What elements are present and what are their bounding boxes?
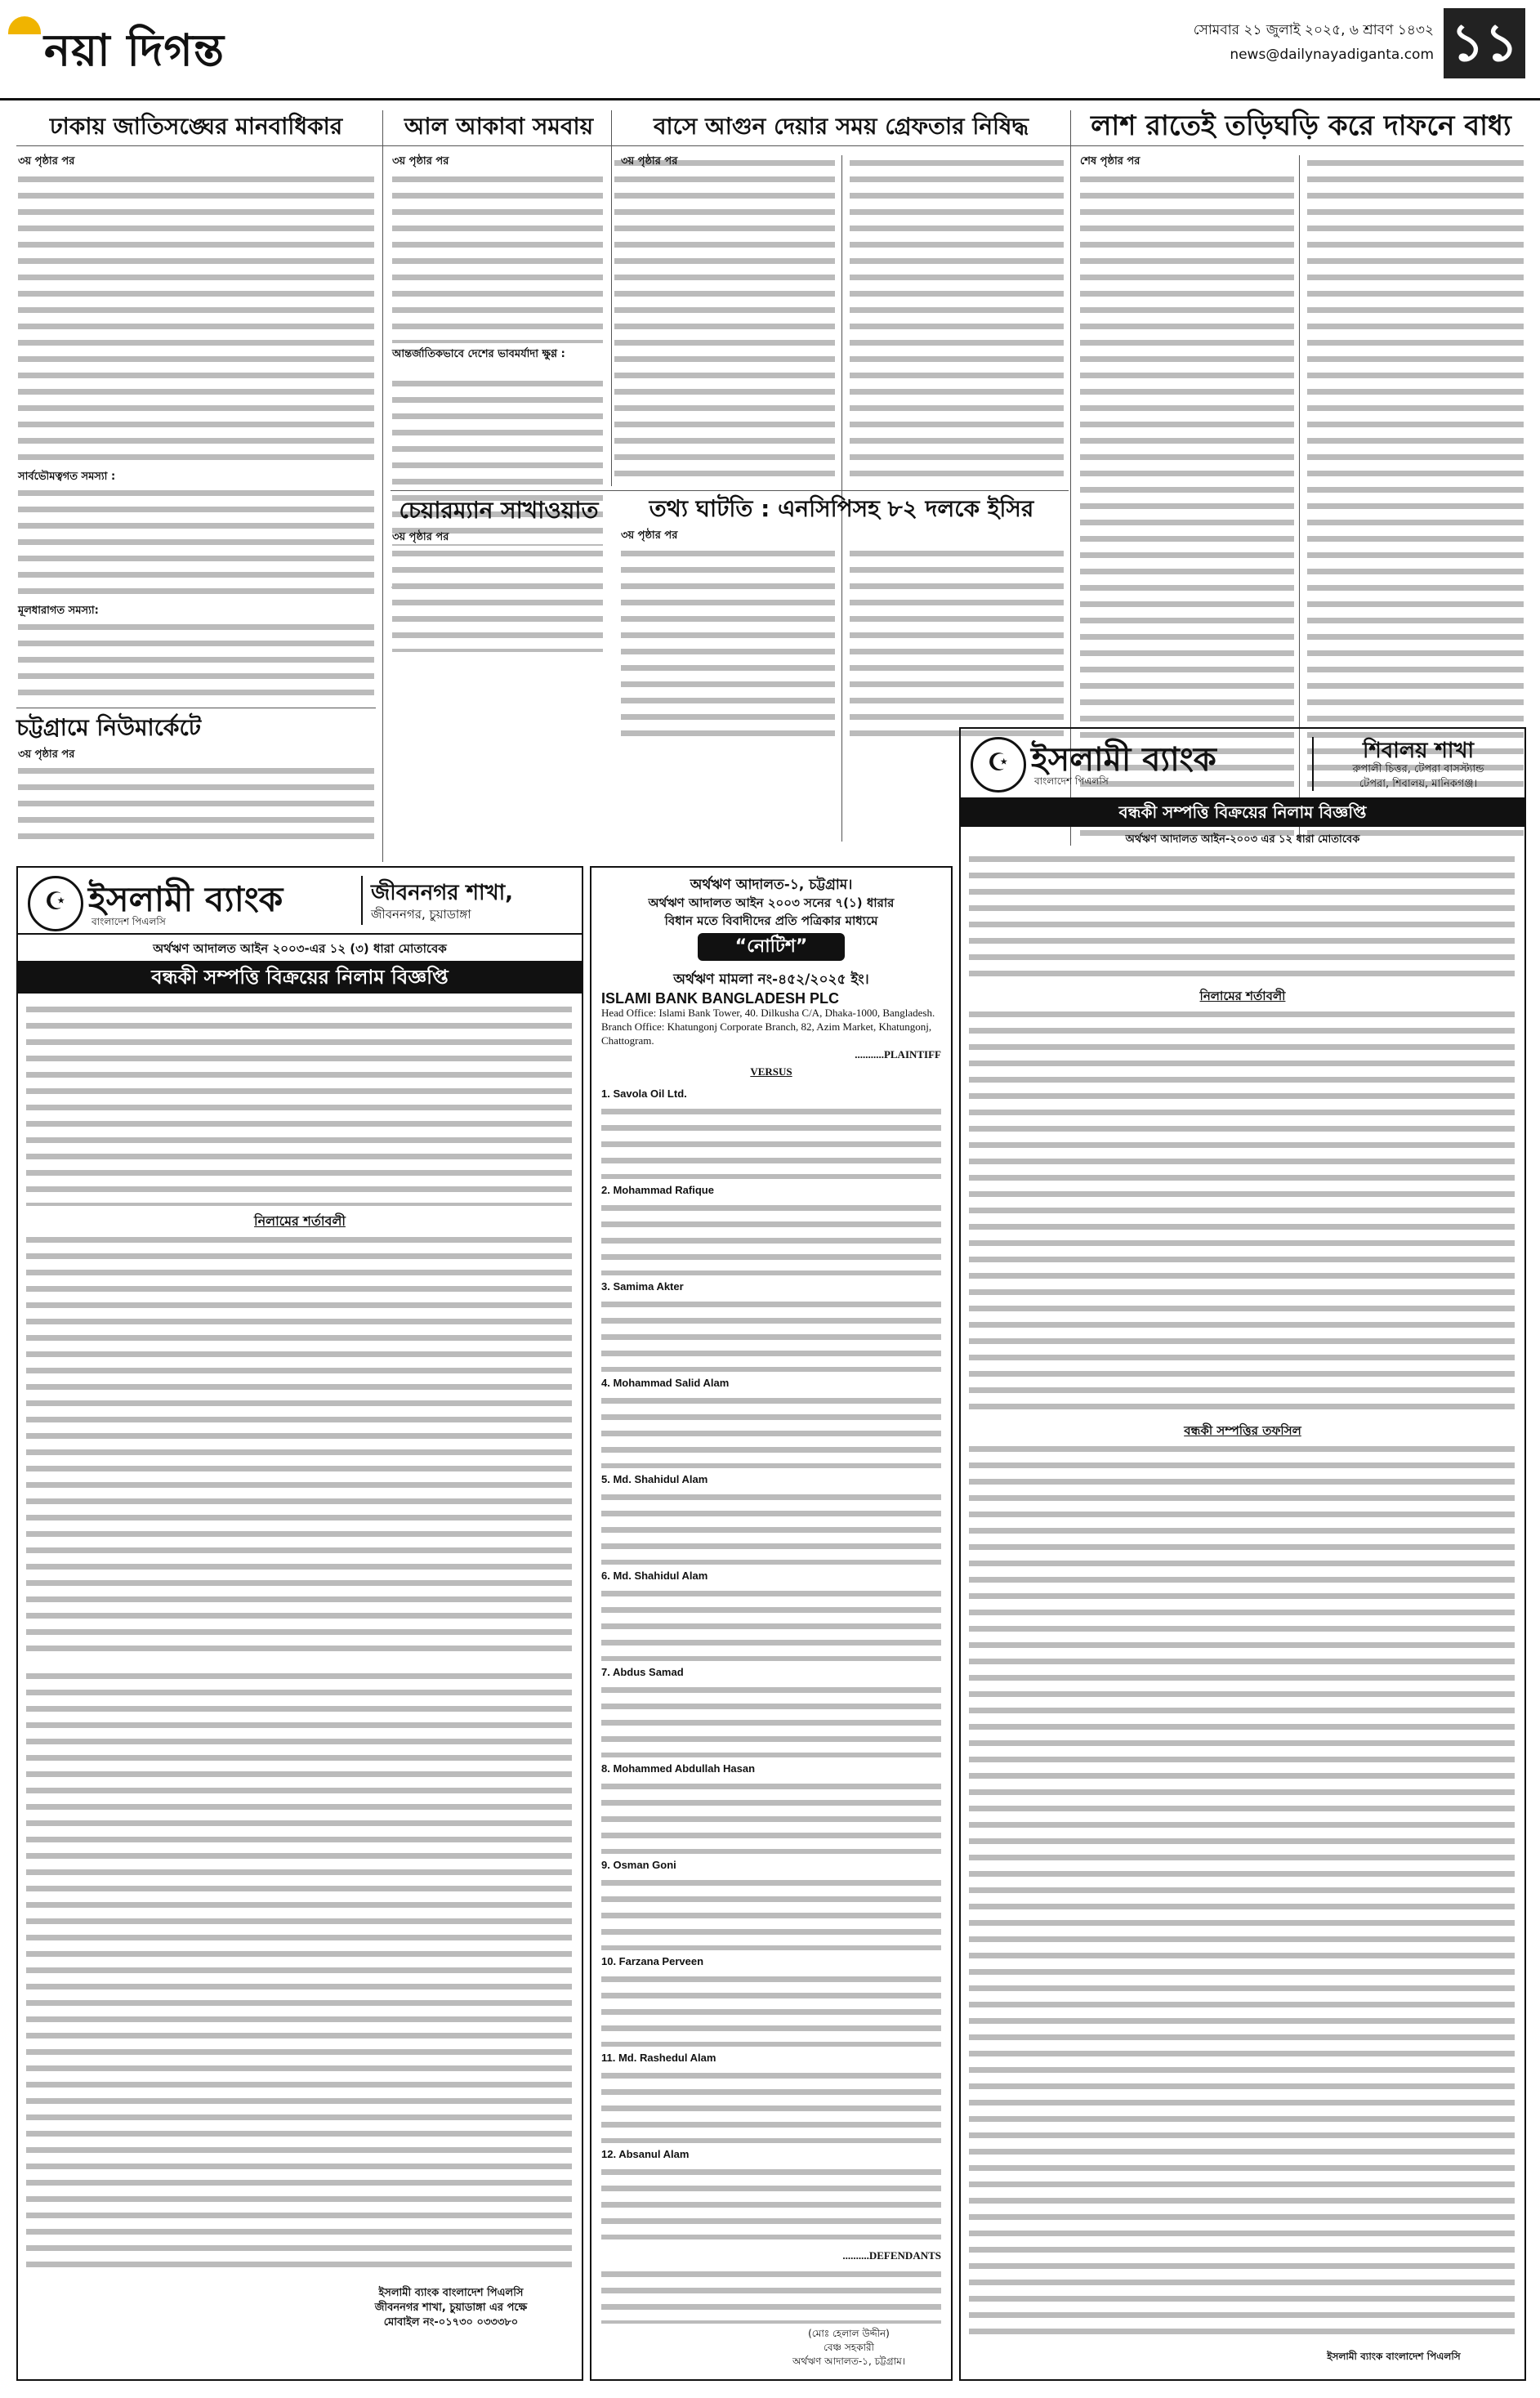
subhead: সার্বভৌমত্বগত সমস্যা :: [18, 471, 116, 483]
column-rule: [382, 110, 383, 862]
headline-al-akaba: আল আকাবা সমবায়: [404, 113, 594, 140]
notice-label: “নোটিশ”: [698, 933, 845, 961]
jump-label: ৩য় পৃষ্ঠার পর: [18, 748, 75, 761]
notice-banner: বন্ধকী সম্পত্তি বিক্রয়ের নিলাম বিজ্ঞপ্তি: [18, 961, 582, 994]
schedule-title: বন্ধকী সম্পত্তির তফসিল: [1184, 1423, 1301, 1438]
defendant-details: [601, 1489, 941, 1565]
contact-email: news@dailynayadiganta.com: [1230, 47, 1434, 63]
bank-emblem-icon: ☪: [971, 737, 1026, 793]
article-body-info: [850, 546, 1064, 742]
defendant-item: 7. Abdus Samad: [601, 1665, 941, 1762]
divider: [16, 145, 1524, 146]
defendant-details: [601, 1875, 941, 1950]
article-body-dhaka-un: [18, 485, 374, 600]
article-body-ctg: [18, 763, 374, 845]
defendant-details: [601, 2068, 941, 2143]
defendant-item: 12. Absanul Alam: [601, 2147, 941, 2244]
signer-court: অর্থঋণ আদালত-১, চট্টগ্রাম।: [792, 2356, 906, 2367]
head-office: Head Office: Islami Bank Tower, 40. Dilkusha C/A, Dhaka-1000, Bangladesh.: [601, 1007, 935, 1019]
jump-label: ৩য় পৃষ্ঠার পর: [392, 155, 449, 167]
terms-title: নিলামের শর্তাবলী: [1199, 989, 1286, 1003]
masthead: [0, 0, 1540, 100]
defendant-details: [601, 1297, 941, 1372]
terms-list: [969, 1007, 1515, 1415]
bank-emblem-icon: ☪: [28, 876, 83, 931]
branch-address: জীবননগর, চুয়াডাঙ্গা: [371, 907, 471, 922]
signer-title: বেঞ্চ সহকারী: [824, 2342, 874, 2353]
article-body-info: [621, 546, 835, 742]
jump-label: ৩য় পৃষ্ঠার পর: [621, 529, 678, 542]
signature-block: [755, 2327, 943, 2369]
footer-bank: ইসলামী ব্যাংক বাংলাদেশ পিএলসি: [1327, 2351, 1461, 2362]
signer-name: (মোঃ হেলাল উদ্দীন): [808, 2328, 890, 2339]
article-body-al-akaba: [392, 172, 603, 343]
parties-block: [601, 992, 941, 1082]
article-body-chairman: [392, 546, 603, 652]
branch-name: শিবালয় শাখা: [1362, 739, 1475, 763]
jump-label: ৩য় পৃষ্ঠার পর: [392, 531, 449, 543]
defendant-details: [601, 1104, 941, 1179]
jump-label: ৩য় পৃষ্ঠার পর: [18, 155, 75, 167]
case-number: অর্থঋণ মামলা নং-৪৫২/২০২৫ ইং।: [673, 971, 869, 988]
article-body-dhaka-un: [18, 172, 374, 466]
terms-list: [26, 1232, 572, 1657]
property-schedule: [969, 1441, 1515, 2340]
defendant-details: [601, 1682, 941, 1757]
headline-lash: লাশ রাতেই তড়িঘড়ি করে দাফনে বাধ্য: [1091, 109, 1511, 142]
headline-ctg-new-market: চট্টগ্রামে নিউমার্কেটে: [16, 714, 201, 741]
page-number: ১১: [1444, 8, 1525, 78]
court-notice: [590, 866, 953, 2381]
defendant-item: 3. Samima Akter: [601, 1279, 941, 1376]
branch-address: রুপালী চিত্তর, টেপরা বাসস্ট্যান্ড: [1352, 763, 1484, 775]
headline-chairman: চেয়ারম্যান সাখাওয়াত: [399, 497, 599, 524]
headline-dhaka-un: ঢাকায় জাতিসঙ্ঘের মানবাধিকার: [49, 113, 343, 140]
footer-phone: মোবাইল নং-০১৭৩০ ০৩৩৩৮০: [383, 2316, 519, 2329]
notice-banner: বন্ধকী সম্পত্তি বিক্রয়ের নিলাম বিজ্ঞপ্তি: [961, 797, 1524, 827]
defendant-item: 4. Mohammad Salid Alam: [601, 1376, 941, 1472]
footer-branch: জীবননগর শাখা, চুয়াডাঙ্গা এর পক্ষে: [374, 2302, 528, 2314]
defendant-details: [601, 1586, 941, 1661]
defendant-item: 5. Md. Shahidul Alam: [601, 1472, 941, 1569]
defendant-details: [601, 1200, 941, 1275]
notice-text: [601, 2266, 941, 2324]
defendant-details: [601, 1972, 941, 2047]
defendant-item: 11. Md. Rashedul Alam: [601, 2051, 941, 2147]
law-reference: অর্থঋণ আদালত আইন ২০০৩ সনের ৭(১) ধারার: [648, 895, 895, 910]
divider: [614, 490, 1069, 491]
defendant-item: 2. Mohammad Rafique: [601, 1183, 941, 1279]
defendant-details: [601, 1779, 941, 1854]
notice-body: [969, 851, 1515, 982]
defendants-list: [601, 1087, 941, 2244]
defendant-item: 10. Farzana Perveen: [601, 1954, 941, 2051]
article-body-dhaka-un: [18, 619, 374, 701]
branch-office: Branch Office: Khatungonj Corporate Branch, 82, Azim Market, Khatungonj, Chattogram.: [601, 1020, 932, 1047]
terms-title: নিলামের শর্তাবলী: [254, 1213, 346, 1229]
divider: [18, 933, 582, 935]
footer-bank: ইসলামী ব্যাংক বাংলাদেশ পিএলসি: [378, 2287, 524, 2299]
law-reference: অর্থঋণ আদালত আইন-২০০৩ এর ১২ ধারা মোতাবেক: [1125, 833, 1360, 846]
defendants-tag: ..........DEFENDANTS: [842, 2249, 941, 2262]
defendant-details: [601, 2164, 941, 2239]
bank-name: ইসলামী ব্যাংক: [1031, 741, 1216, 779]
versus-label: VERSUS: [750, 1065, 792, 1078]
article-body-al-akaba: [614, 155, 835, 482]
dateline: [1194, 18, 1434, 67]
bank-subtitle: বাংলাদেশ পিএলসি: [92, 916, 166, 927]
bank-name: ইসলামী ব্যাংক: [88, 879, 283, 919]
bank-subtitle: বাংলাদেশ পিএলসি: [1034, 775, 1109, 787]
article-body-bus: [850, 155, 1064, 482]
plaintiff-name: ISLAMI BANK BANGLADESH PLC: [601, 990, 839, 1007]
jump-label: ৩য় পৃষ্ঠার পর: [621, 155, 678, 167]
headline-info-deficit: তথ্য ঘাটতি : এনসিপিসহ ৮২ দলকে ইসির: [649, 495, 1034, 522]
auction-notice-jibannagar: [16, 866, 583, 2381]
branch-address-2: টেপরা, শিবালয়, মানিকগঞ্জ।: [1359, 778, 1478, 790]
auction-notice-shibaloy: [959, 727, 1526, 2381]
notice-body: [26, 1002, 572, 1206]
sun-logo-icon: [8, 16, 41, 34]
plaintiff-tag: ...........PLAINTIFF: [855, 1048, 941, 1061]
newspaper-logo: নয়া দিগন্ত: [18, 16, 225, 90]
divider: [361, 876, 363, 925]
jump-label: শেষ পৃষ্ঠার পর: [1080, 155, 1140, 167]
subhead: আন্তর্জাতিকভাবে দেশের ভাবমর্যাদা ক্ষুণ্ণ :: [392, 348, 565, 360]
defendant-item: 9. Osman Goni: [601, 1858, 941, 1954]
signature-block: [328, 2286, 574, 2330]
issue-date: সোমবার ২১ জুলাই ২০২৫, ৬ শ্রাবণ ১৪৩২: [1193, 22, 1434, 38]
defendant-item: 8. Mohammed Abdullah Hasan: [601, 1762, 941, 1858]
defendant-details: [601, 1393, 941, 1468]
defendant-item: 1. Savola Oil Ltd.: [601, 1087, 941, 1183]
court-name: অর্থঋণ আদালত-১, চট্টগ্রাম।: [690, 877, 853, 893]
law-reference: অর্থঋণ আদালত আইন ২০০৩-এর ১২ (৩) ধারা মোতাবেক: [153, 941, 447, 956]
subhead: মূলধারাগত সমস্যা:: [18, 605, 99, 617]
defendant-item: 6. Md. Shahidul Alam: [601, 1569, 941, 1665]
property-schedule: [26, 1668, 572, 2273]
headline-bus-fire: বাসে আগুন দেয়ার সময় গ্রেফতার নিষিদ্ধ: [653, 113, 1029, 140]
branch-name: জীবননগর শাখা,: [371, 881, 514, 905]
law-reference-2: বিধান মতে বিবাদীদের প্রতি পত্রিকার মাধ্যমে: [664, 913, 878, 928]
column-rule: [611, 110, 612, 486]
divider: [1312, 737, 1314, 791]
